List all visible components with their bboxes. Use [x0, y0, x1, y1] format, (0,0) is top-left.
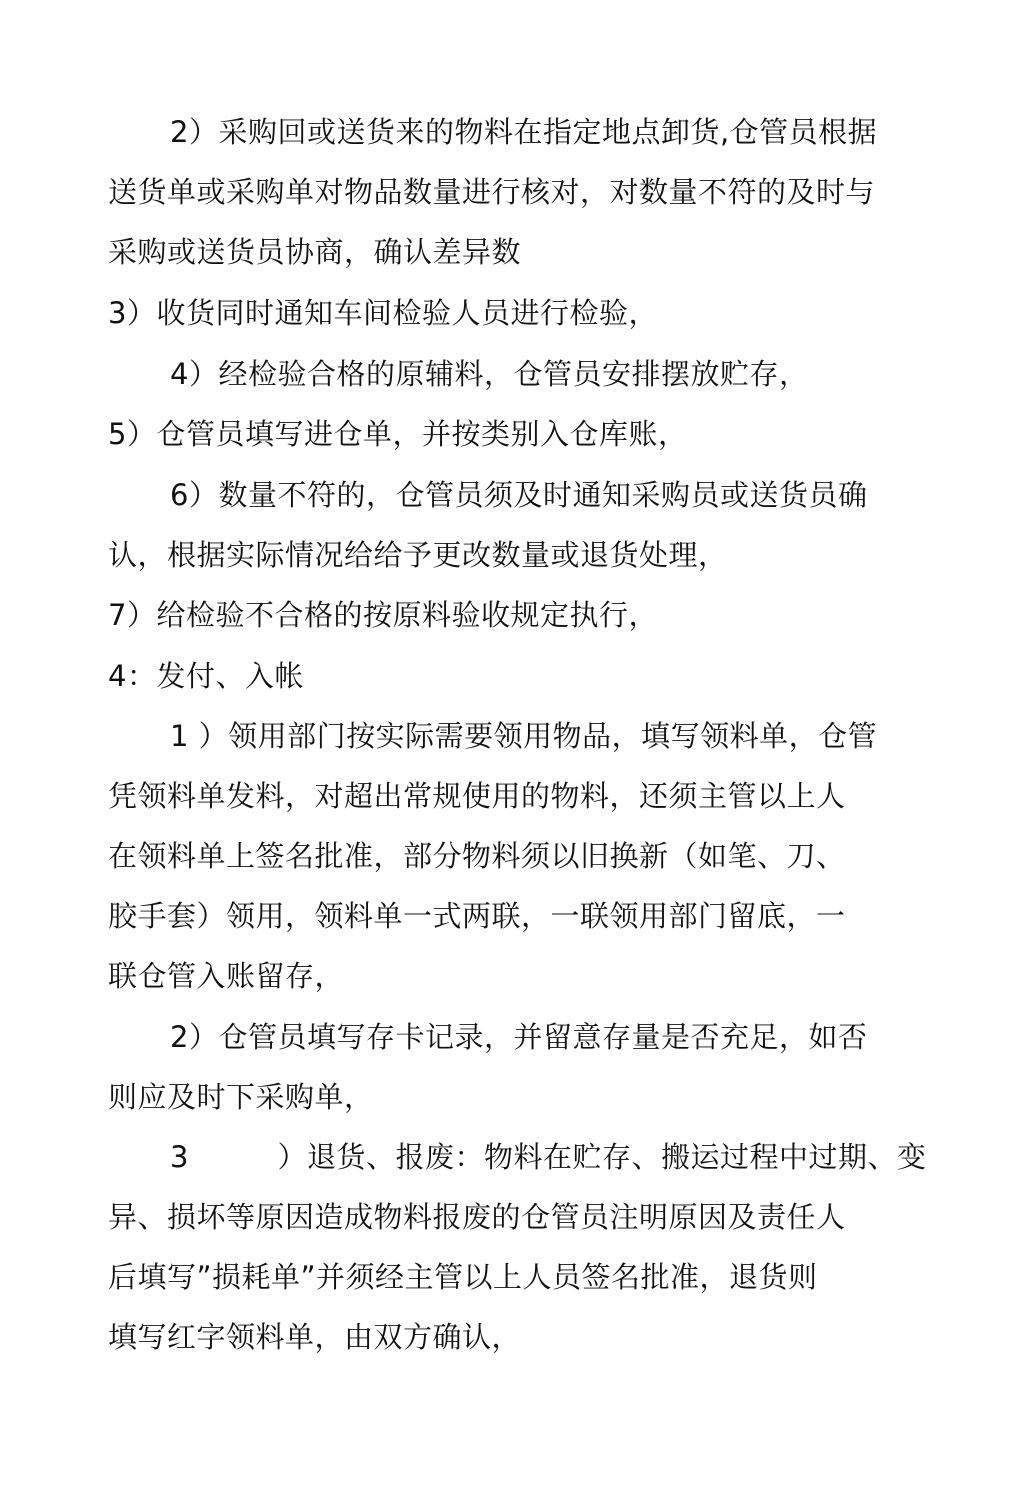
text-line: 联仓管入账留存，	[108, 959, 345, 993]
text-line: 6）数量不符的，仓管员须及时通知采购员或送货员确	[170, 478, 868, 512]
text-line: 异、损坏等原因造成物料报废的仓管员注明原因及责任人	[108, 1200, 846, 1234]
text-line: 采购或送货员协商，确认差异数	[108, 235, 522, 269]
text-line: 1 ）领用部门按实际需要领用物品，填写领料单，仓管	[170, 719, 878, 753]
text-line: 胶手套）领用，领料单一式两联，一联领用部门留底，一	[108, 899, 846, 933]
text-line: 凭领料单发料，对超出常规使用的物料，还须主管以上人	[108, 779, 846, 813]
text-line: 4）经检验合格的原辅料，仓管员安排摆放贮存，	[170, 357, 809, 391]
text-line: 2）采购回或送货来的物料在指定地点卸货,仓管员根据	[170, 115, 878, 149]
section-heading: 4：发付、入帐	[108, 659, 304, 693]
text-line: 送货单或采购单对物品数量进行核对，对数量不符的及时与	[108, 175, 876, 209]
text-line: 3 ）退货、报废：物料在贮存、搬运过程中过期、变	[170, 1140, 927, 1174]
text-line: 3）收货同时通知车间检验人员进行检验，	[108, 296, 658, 330]
text-line: 在领料单上签名批准，部分物料须以旧换新（如笔、刀、	[108, 839, 846, 873]
text-line: 5）仓管员填写进仓单，并按类别入仓库账，	[108, 417, 688, 451]
text-line: 则应及时下采购单，	[108, 1080, 374, 1114]
text-line: 2）仓管员填写存卡记录，并留意存量是否充足，如否	[170, 1020, 868, 1054]
text-line: 7）给检验不合格的按原料验收规定执行，	[108, 598, 658, 632]
text-line: 认，根据实际情况给给予更改数量或退货处理，	[108, 538, 728, 572]
text-line: 填写红字领料单，由双方确认，	[108, 1320, 522, 1354]
text-line: 后填写”损耗单”并须经主管以上人员签名批准，退货则	[108, 1260, 818, 1294]
